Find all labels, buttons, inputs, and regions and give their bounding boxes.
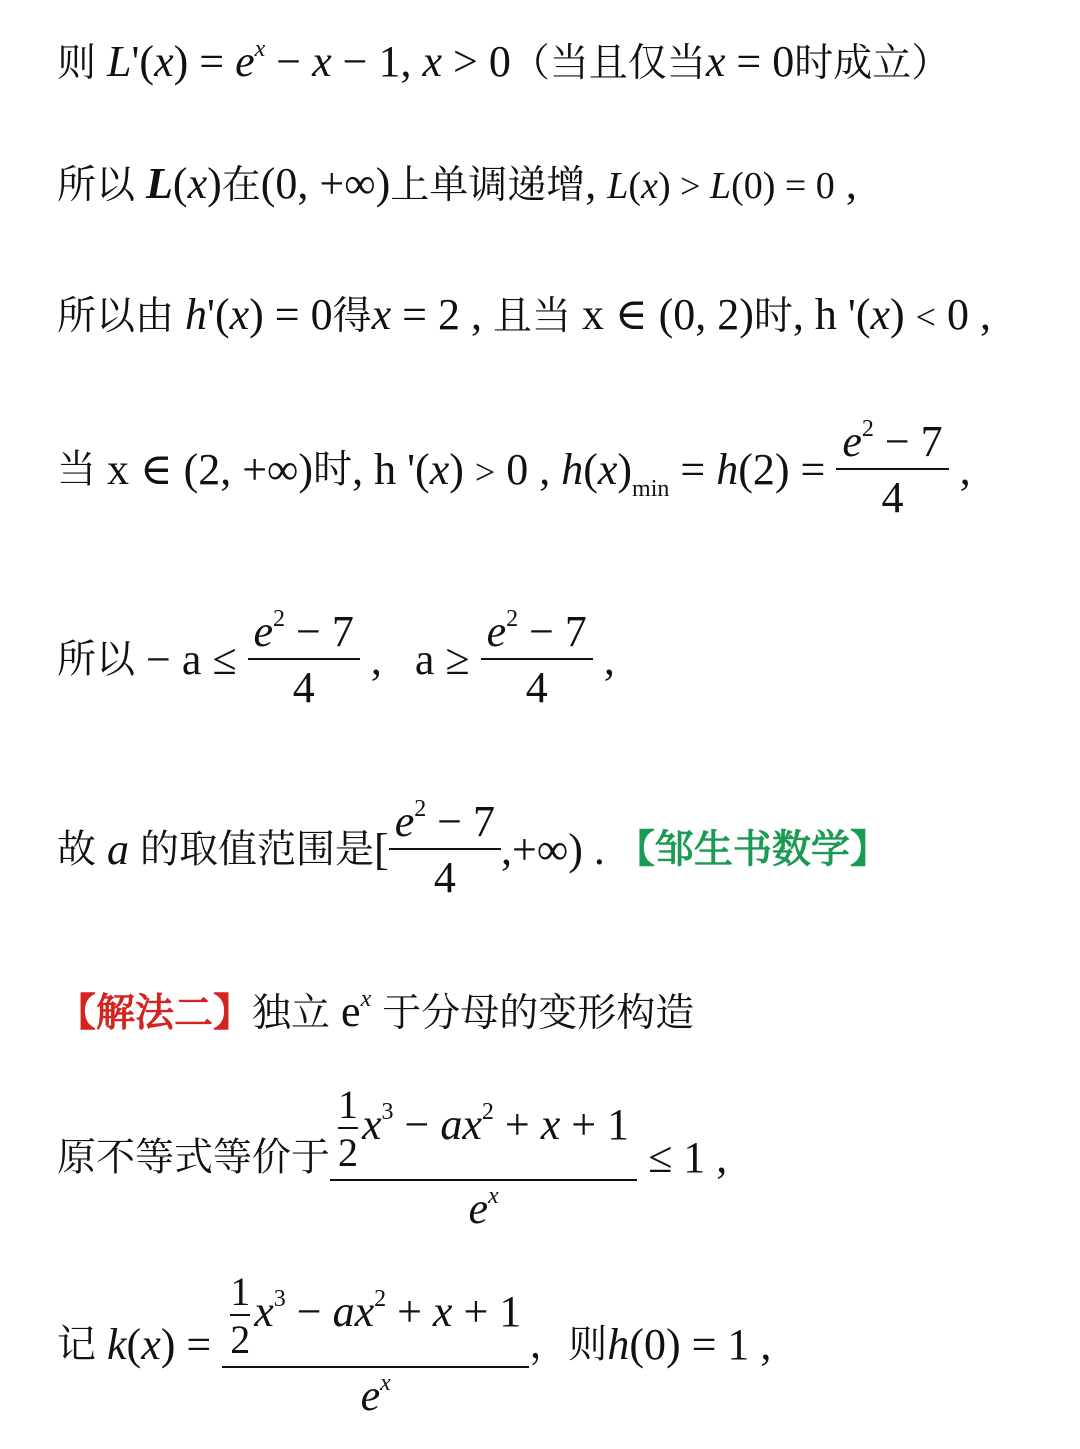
text-equivalent: 原不等式等价于 (57, 1135, 331, 1181)
formula-x-eq-0: x = 0 (705, 37, 795, 86)
fraction-range-start: $\frac{e^2 - 7}{4}$ (389, 800, 501, 900)
fraction-k-definition: $\frac{1}{2}$ $x^3 - ax^2 + x + 1$ $e^x$ (222, 1272, 529, 1418)
formula-a: a (107, 825, 130, 874)
text-de: 得 (332, 294, 372, 339)
formula-e-x: $e^x$ (341, 986, 372, 1036)
text-suoyi-you: 所以由 (57, 294, 175, 339)
text-then: 则 (568, 1322, 608, 1368)
fraction-e2-minus-7-over-4: $\frac{e^2 - 7}{4}$ (836, 420, 948, 520)
line-a-bound: 所以 − a ≤ $\frac{e^2 - 7}{4}$ , a ≥ $\frac{e^2 - 7}{4}$ , (57, 606, 615, 712)
text-construction: 于分母的变形构造 (382, 991, 695, 1036)
text-ji: 记 (57, 1322, 97, 1368)
fraction-bound-1: $\frac{e^2 - 7}{4}$ (248, 610, 360, 710)
formula-h0-eq-1: h(0) = 1 , (607, 1320, 772, 1369)
formula-L-x: L(x) (146, 159, 222, 208)
formula-h-prime-zero: h'(x) = 0 (185, 290, 333, 339)
formula-L-gt-L0: , L(x) > L(0) = 0 , (585, 159, 857, 208)
text-range-of: 的取值范围是 (140, 827, 375, 873)
fraction-bound-2: $\frac{e^2 - 7}{4}$ (481, 610, 593, 710)
text-shi: 时 (753, 294, 793, 339)
text-suoyi: 所以 (57, 163, 136, 208)
formula-x-in-0-2: x ∈ (0, 2) (582, 290, 754, 339)
fraction-poly-over-ex: $\frac{1}{2}$ $x^3 - ax^2 + x + 1$ $e^x$ (330, 1085, 637, 1231)
line-h-min: 当 x ∈ (2, +∞)时, h '(x) > 0 , $h(x)_{min} = h(2)$ = $\frac{e^2 - 7}{4}$ , (57, 416, 971, 522)
tag-method-two: 【解法二】 (57, 991, 253, 1036)
line-equivalent-inequality: 原不等式等价于 $\frac{1}{2}$ $x^3 - ax^2 + x + 1$ $e^x$ ≤ 1 , (57, 1082, 728, 1233)
formula-h-prime-neg: , h '(x) < 0 , (792, 290, 991, 339)
line-conclusion: 故 a 的取值范围是[ $\frac{e^2 - 7}{4}$ ,+∞) . 【邹生书数学】 (57, 796, 889, 902)
line-derivative-L (57, 36, 951, 86)
text-dang: 当 (57, 447, 97, 493)
line-define-k (57, 1269, 772, 1420)
text-duli: 独立 (252, 991, 331, 1036)
text-zai: 在 (221, 163, 261, 208)
formula-range-end: ,+∞) . (501, 825, 605, 874)
line-method-two (57, 986, 695, 1036)
text-shi2: 时 (313, 447, 353, 493)
formula-neg-a-le: − a ≤ (146, 635, 248, 684)
formula-h-min: , h '(x) > 0 , $h(x)_{min} = h(2)$ = (352, 445, 837, 502)
line-h-critical (57, 290, 991, 339)
tag-zou-sheng-shu: 【邹生书数学】 (615, 827, 889, 873)
formula-interval-0-inf: (0, +∞) (260, 159, 391, 208)
text-holds: 时成立） (794, 41, 951, 86)
formula-k-x: k(x) = (107, 1320, 223, 1369)
formula-x-eq-2: x = 2 , (371, 290, 482, 339)
text-gu: 故 (57, 827, 97, 873)
text-ze: 则 (57, 41, 97, 86)
text-condition: （当且仅当 (510, 41, 706, 86)
text-suoyi2: 所以 (57, 637, 136, 683)
line-L-increasing (57, 159, 857, 208)
formula-x-in-2-inf: x ∈ (2, +∞) (107, 445, 314, 494)
text-qiedang: 且当 (492, 294, 571, 339)
formula-L-prime: $L'(x) = e^x - x - 1$, x > 0 (107, 36, 511, 86)
text-increasing: 上单调递增 (390, 163, 586, 208)
text-comma: ， (529, 1322, 569, 1368)
